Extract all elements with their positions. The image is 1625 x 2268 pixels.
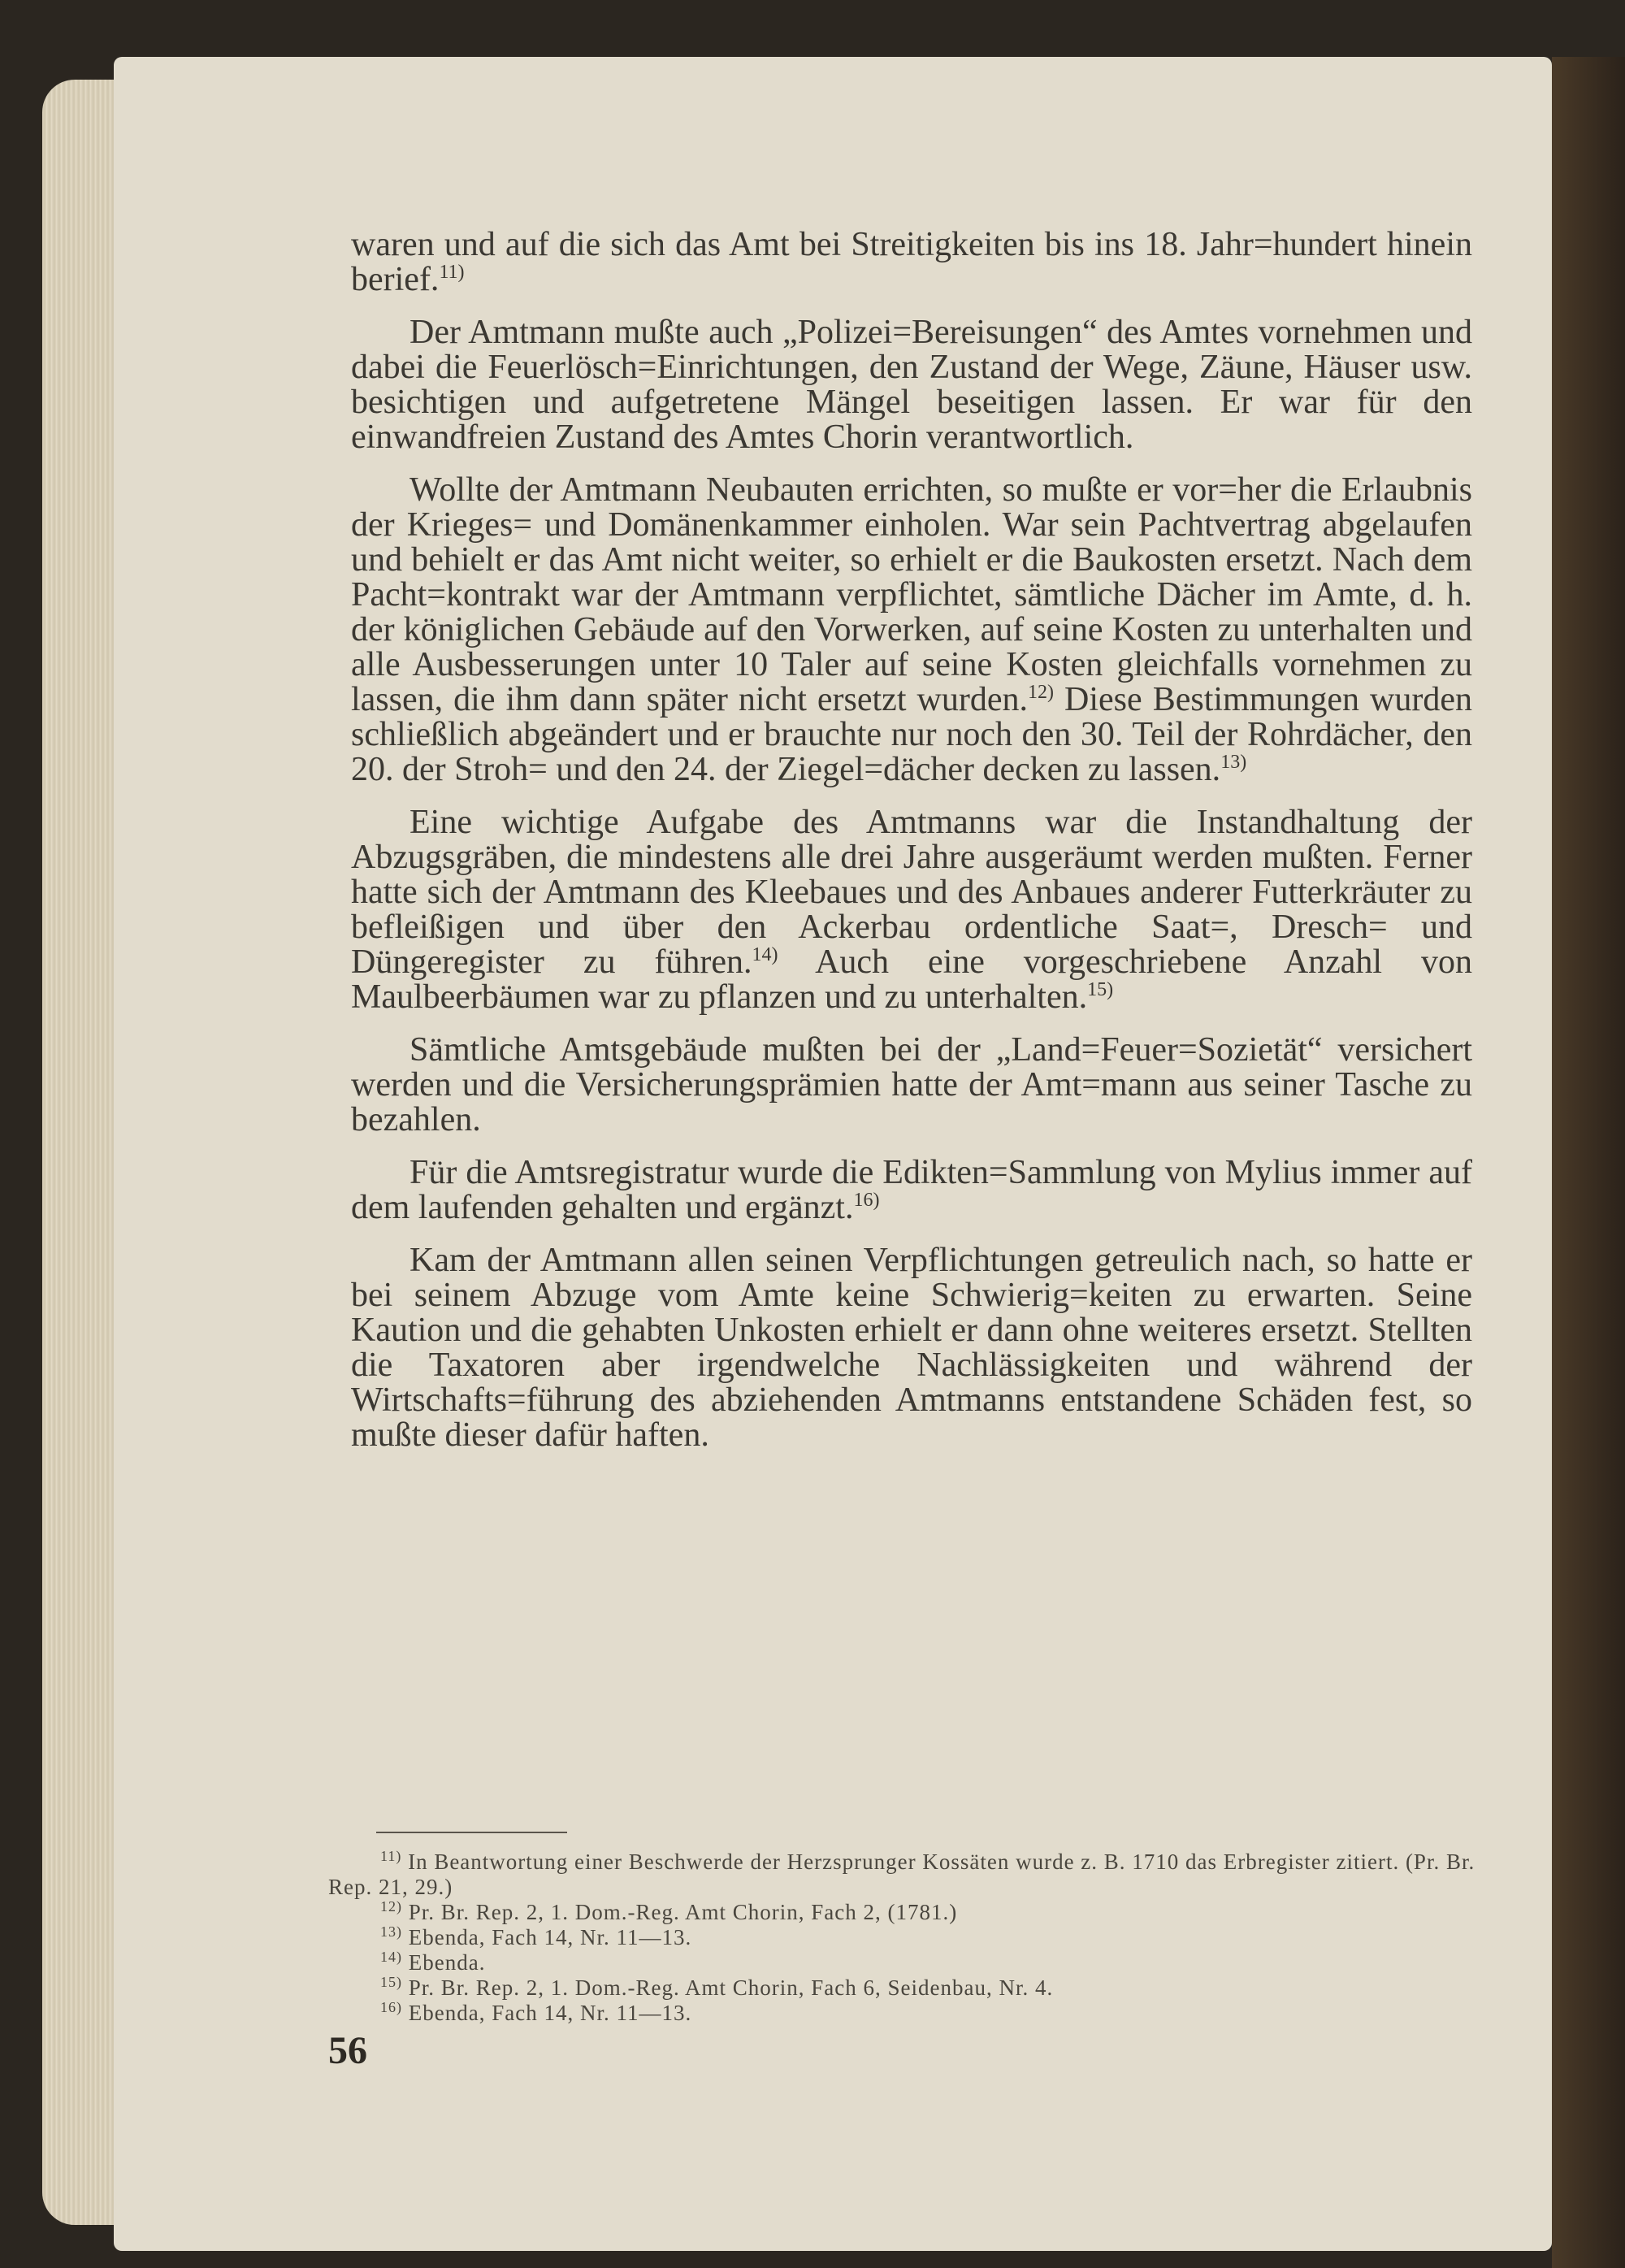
paragraph-4: Eine wichtige Aufgabe des Amtmanns war die Instandhaltung der Abzugsgräben, die mindestens alle drei Jahre ausgeräumt werden mußten. Ferner hatte sich der Amtmann des Kleebaues und des Anbaues anderer Futterkräuter zu befleißigen und über den Ackerbau ordentliche Saat=, Dresch= und Düngeregister zu führen.$^{14)}$ Auch eine vorgeschriebene Anzahl von Maulbeerbäumen war zu pflanzen und zu unterhalten.$^{15)}$ — [351, 804, 1473, 1016]
footnote-11: $^{11)}$ In Beantwortung einer Beschwerde der Herzsprunger Kossäten wurde z. B. 1710 das Erbregister zitiert. (Pr. Br. Rep. 21, 29.) — [328, 1848, 1476, 1899]
paragraph-1: waren und auf die sich das Amt bei Streitigkeiten bis ins 18. Jahr=hundert hinein berief.$^{11)}$ — [351, 226, 1472, 298]
paragraph-3: Wollte der Amtmann Neubauten errichten, so mußte er vor=her die Erlaubnis der Krieges= und Domänenkammer einholen. War sein Pachtvertrag abgelaufen und behielt er das Amt nicht weiter, so erhielt er die Baukosten ersetzt. Nach dem Pacht=kontrakt war der Amtmann verpflichtet, sämtliche Dächer im Amte, d. h. der königlichen Gebäude auf den Vorwerken, auf seine Kosten zu unterhalten und alle Ausbesserungen unter 10 Taler auf seine Kosten gleichfalls vornehmen zu lassen, die ihm dann später nicht ersetzt wurden.$^{12)}$ Diese Bestimmungen wurden schließlich abgeändert und er brauchte nur noch den 30. Teil der Rohrdächer, den 20. der Stroh= und den 24. der Ziegel=dächer decken zu lassen.$^{13)}$ — [351, 471, 1473, 788]
footnote-ref-14: 14) — [752, 944, 778, 965]
footnote-12: $^{12)}$ Pr. Br. Rep. 2, 1. Dom.-Reg. Amt Chorin, Fach 2, (1781.) — [380, 1898, 958, 1924]
footnote-ref-16: 16) — [853, 1190, 880, 1211]
footnote-14: $^{14)}$ Ebenda. — [380, 1949, 486, 1975]
paragraph-5: Sämtliche Amtsgebäude mußten bei der „Land=Feuer=Sozietät“ versichert werden und die Versicherungsprämien hatte der Amt=mann aus seiner Tasche zu bezahlen. — [351, 1031, 1472, 1138]
binding-strip — [1552, 57, 1625, 2268]
footnote-divider — [376, 1832, 567, 1833]
page-number: 56 — [328, 2029, 367, 2072]
footnote-13: $^{13)}$ Ebenda, Fach 14, Nr. 11—13. — [380, 1923, 692, 1949]
footnotes — [328, 1850, 1482, 2026]
paragraph-2: Der Amtmann mußte auch „Polizei=Bereisungen“ des Amtes vornehmen und dabei die Feuerlösch=Einrichtungen, den Zustand der Wege, Zäune, Häuser usw. besichtigen und aufgetretene Mängel beseitigen lassen. Er war für den einwandfreien Zustand des Amtes Chorin verantwortlich. — [351, 314, 1472, 456]
body-text — [351, 228, 1472, 1471]
footnote-16: $^{16)}$ Ebenda, Fach 14, Nr. 11—13. — [380, 1999, 692, 2025]
paragraph-7: Kam der Amtmann allen seinen Verpflichtungen getreulich nach, so hatte er bei seinem Abzuge vom Amte keine Schwierig=keiten zu erwarten. Seine Kaution und die gehabten Unkosten erhielt er dann ohne weiteres ersetzt. Stellten die Taxatoren aber irgendwelche Nachlässigkeiten und während der Wirtschafts=führung des abziehenden Amtmanns entstandene Schäden fest, so mußte dieser dafür haften. — [351, 1242, 1472, 1454]
footnote-ref-15: 15) — [1087, 979, 1114, 1000]
footnote-15: $^{15)}$ Pr. Br. Rep. 2, 1. Dom.-Reg. Amt Chorin, Fach 6, Seidenbau, Nr. 4. — [380, 1974, 1054, 2000]
paragraph-6: Für die Amtsregistratur wurde die Edikten=Sammlung von Mylius immer auf dem laufenden gehalten und ergänzt.$^{16)}$ — [351, 1154, 1472, 1226]
footnote-ref-13: 13) — [1220, 752, 1247, 773]
footnote-ref-11: 11) — [439, 262, 465, 283]
footnote-ref-12: 12) — [1028, 682, 1054, 703]
